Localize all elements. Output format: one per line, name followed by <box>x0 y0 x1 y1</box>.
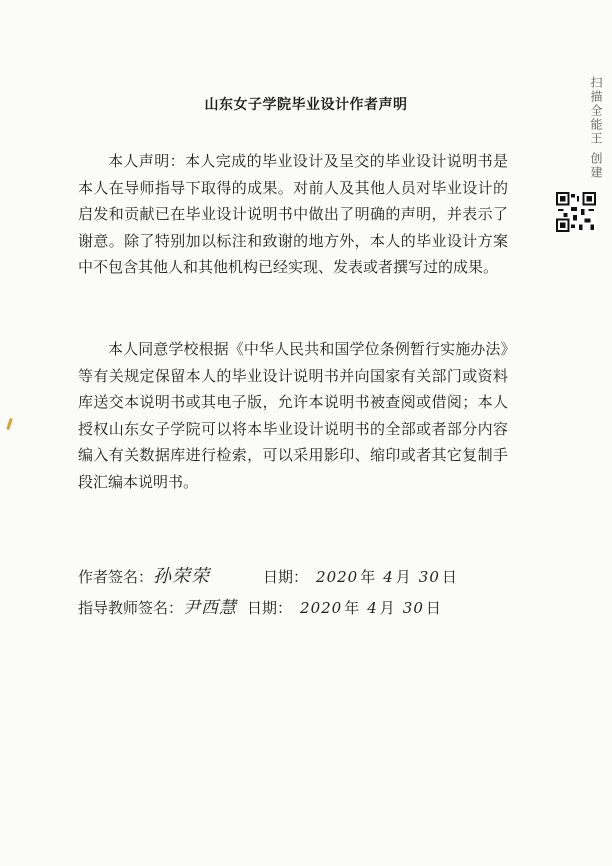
author-signature-label: 作者签名： <box>78 568 154 586</box>
advisor-month-unit: 月 <box>379 599 395 617</box>
qr-code-icon <box>556 192 596 232</box>
advisor-signature-label: 指导教师签名： <box>78 599 184 617</box>
scanner-watermark: 扫描全能王 创建 <box>589 76 603 180</box>
author-date-year: 2020 <box>316 568 359 586</box>
advisor-day-unit: 日 <box>425 599 441 617</box>
author-year-unit: 年 <box>360 568 376 586</box>
document-title: 山东女子学院毕业设计作者声明 <box>204 97 408 113</box>
author-month-unit: 月 <box>395 568 411 586</box>
advisor-year-unit: 年 <box>344 599 360 617</box>
authorization-paragraph: 本人同意学校根据《中华人民共和国学位条例暂行实施办法》等有关规定保留本人的毕业设计说明书并向国家有关部门或资料库送交本说明书或其电子版，允许本说明书被查阅或借阅；本人授权山东女子学院可以将本毕业设计说明书的全部或者部分内容编入有关数据库进行检索，可以采用影印、缩印或者其它复制手段汇编本说明书。 <box>78 340 508 491</box>
ink-mark <box>6 418 13 430</box>
advisor-date-month: 4 <box>367 599 378 617</box>
advisor-date-label: 日期： <box>247 599 293 617</box>
author-date-day: 30 <box>418 568 440 586</box>
advisor-signature-line <box>78 593 449 618</box>
author-signature-line <box>78 562 465 588</box>
author-date-label: 日期： <box>263 568 309 586</box>
advisor-date-year: 2020 <box>300 599 343 617</box>
author-day-unit: 日 <box>441 568 457 586</box>
author-handwritten-signature: 孙荣荣 <box>153 566 211 587</box>
advisor-date-day: 30 <box>402 599 424 617</box>
advisor-handwritten-signature: 尹西慧 <box>183 598 238 618</box>
author-date-month: 4 <box>383 568 394 586</box>
declaration-paragraph: 本人声明：本人完成的毕业设计及呈交的毕业设计说明书是本人在导师指导下取得的成果。对前人及其他人员对毕业设计的启发和贡献已在毕业设计说明书中做出了明确的声明，并表示了谢意。除了特别加以标注和致谢的地方外，本人的毕业设计方案中不包含其他人和其他机构已经实现、发表或者撰写过的成果。 <box>78 152 508 276</box>
